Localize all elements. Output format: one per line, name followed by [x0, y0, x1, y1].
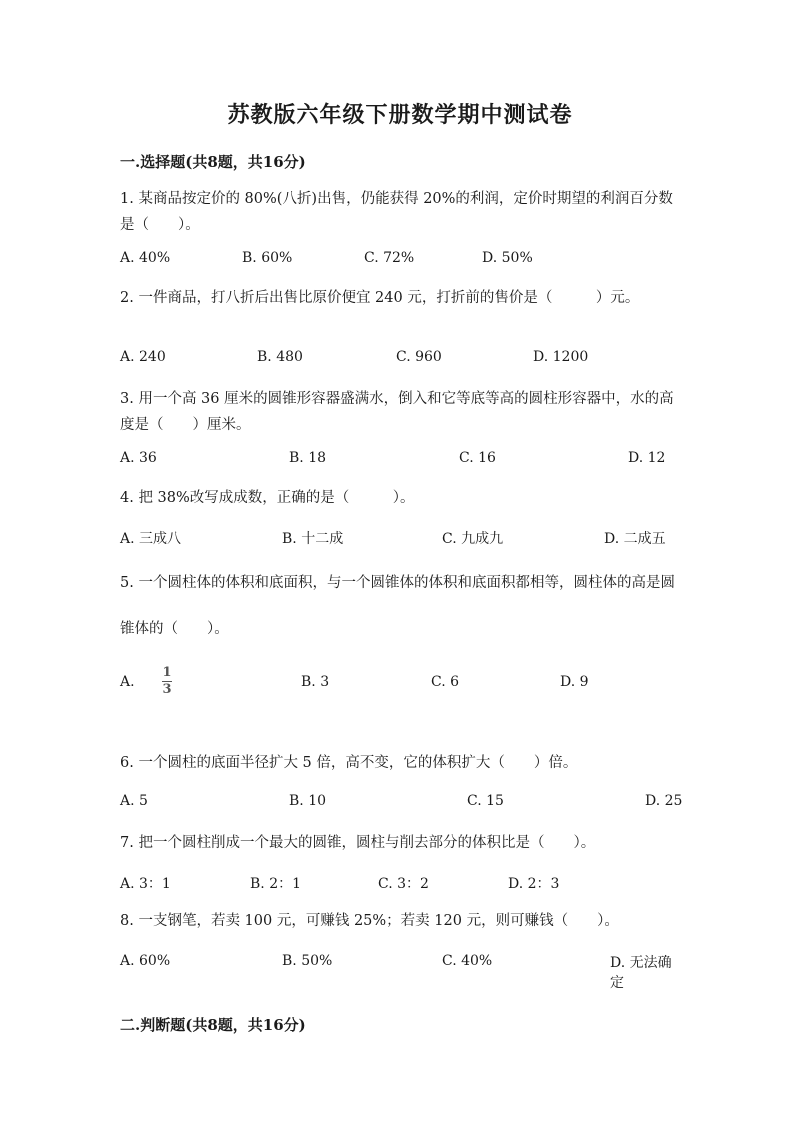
- option-a[interactable]: A. 三成八: [120, 531, 182, 547]
- question-2: 2. 一件商品，打八折后出售比原价便宜 240 元，打折前的售价是（ ）元。: [120, 290, 640, 306]
- option-a[interactable]: A. 3：1: [120, 876, 171, 892]
- option-b[interactable]: B. 2：1: [250, 876, 302, 892]
- option-a[interactable]: A. 60%: [120, 953, 171, 969]
- option-d[interactable]: D. 12: [628, 450, 666, 466]
- option-d[interactable]: D. 无法确定: [610, 955, 672, 991]
- fraction-numerator: 1: [162, 665, 172, 680]
- option-c[interactable]: C. 九成九: [442, 531, 504, 547]
- option-b[interactable]: B. 50%: [282, 953, 333, 969]
- option-d[interactable]: D. 9: [560, 674, 589, 690]
- question-5: 5. 一个圆柱体的体积和底面积，与一个圆锥体的体积和底面积都相等，圆柱体的高是圆锥体的（ ）。: [120, 575, 675, 637]
- option-c[interactable]: C. 960: [396, 349, 442, 365]
- option-c[interactable]: C. 40%: [442, 953, 493, 969]
- option-a[interactable]: A. 5: [120, 793, 148, 809]
- section-heading-choice: 一.选择题(共8题，共16分): [120, 153, 306, 171]
- options-row-7: [120, 873, 680, 897]
- options-row-4: [120, 528, 680, 552]
- option-a[interactable]: A. 240: [120, 349, 166, 365]
- option-b[interactable]: B. 18: [289, 450, 327, 466]
- option-c[interactable]: C. 16: [459, 450, 496, 466]
- option-c[interactable]: C. 3：2: [378, 876, 429, 892]
- fraction-one-third: [162, 666, 172, 697]
- question-8: 8. 一支钢笔，若卖 100 元，可赚钱 25%；若卖 120 元，则可赚钱（ ）。: [120, 913, 619, 929]
- options-row-1: [120, 250, 680, 274]
- fraction-denominator: 3: [162, 682, 172, 697]
- question-1: 1. 某商品按定价的 80%(八折)出售，仍能获得 20%的利润，定价时期望的利润百分数是（ ）。: [120, 191, 673, 233]
- option-b[interactable]: B. 十二成: [282, 531, 344, 547]
- options-row-3: [120, 450, 680, 474]
- page-title: 苏教版六年级下册数学期中测试卷: [227, 102, 573, 128]
- option-c[interactable]: C. 72%: [364, 250, 415, 266]
- option-b[interactable]: B. 60%: [242, 250, 293, 266]
- option-c[interactable]: C. 6: [431, 674, 460, 690]
- options-row-6: [120, 793, 683, 817]
- option-d[interactable]: D. 二成五: [604, 531, 666, 547]
- option-c[interactable]: C. 15: [467, 793, 504, 809]
- options-row-2: [120, 349, 680, 373]
- options-row-8: [120, 953, 680, 991]
- option-d[interactable]: D. 25: [645, 793, 683, 809]
- option-b[interactable]: B. 480: [257, 349, 303, 365]
- option-d[interactable]: D. 50%: [482, 250, 533, 266]
- option-d[interactable]: D. 2：3: [508, 876, 560, 892]
- question-4: 4. 把 38%改写成成数，正确的是（ ）。: [120, 490, 415, 506]
- option-a[interactable]: A. 40%: [120, 250, 171, 266]
- options-row-5: [120, 665, 680, 698]
- question-3: 3. 用一个高 36 厘米的圆锥形容器盛满水，倒入和它等底等高的圆柱形容器中，水的高度是（ ）厘米。: [120, 391, 674, 433]
- option-a[interactable]: A.: [120, 674, 135, 690]
- section-heading-judgement: 二.判断题(共8题，共16分): [120, 1016, 306, 1034]
- option-d[interactable]: D. 1200: [533, 349, 589, 365]
- option-b[interactable]: B. 10: [289, 793, 327, 809]
- option-b[interactable]: B. 3: [301, 674, 330, 690]
- question-6: 6. 一个圆柱的底面半径扩大 5 倍，高不变，它的体积扩大（ ）倍。: [120, 755, 578, 771]
- question-7: 7. 把一个圆柱削成一个最大的圆锥，圆柱与削去部分的体积比是（ ）。: [120, 835, 596, 851]
- option-a[interactable]: A. 36: [120, 450, 157, 466]
